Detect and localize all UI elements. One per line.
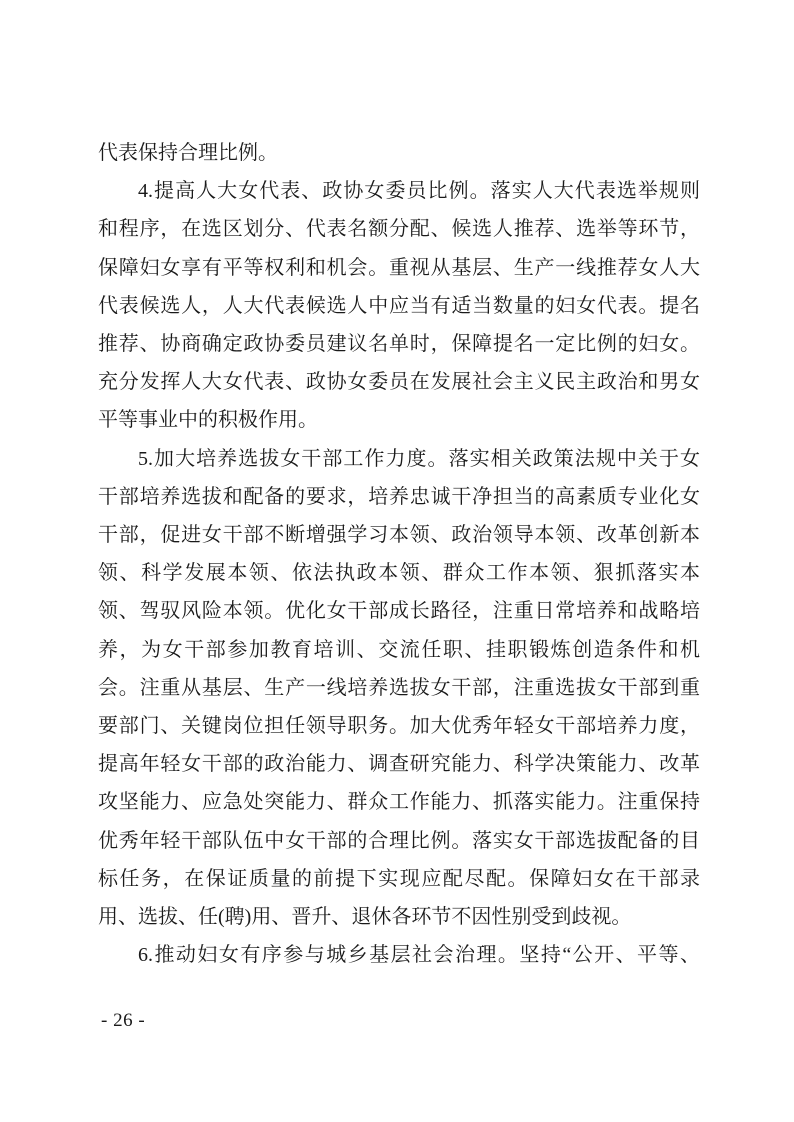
body-text-line: 5.加大培养选拔女干部工作力度。落实相关政策法规中关于女 bbox=[138, 447, 700, 470]
body-text-line: 领、科学发展本领、依法执政本领、群众工作本领、狠抓落实本 bbox=[98, 562, 700, 585]
body-text-line: 平等事业中的积极作用。 bbox=[98, 409, 318, 432]
body-text-line: 干部培养选拔和配备的要求，培养忠诚干净担当的高素质专业化女 bbox=[98, 485, 700, 508]
page-number: - 26 - bbox=[101, 1010, 146, 1031]
document-body bbox=[98, 134, 700, 974]
body-text-line: 充分发挥人大女代表、政协女委员在发展社会主义民主政治和男女 bbox=[98, 371, 700, 394]
body-text-line: 养，为女干部参加教育培训、交流任职、挂职锻炼创造条件和机 bbox=[98, 638, 700, 661]
body-text-line: 会。注重从基层、生产一线培养选拔女干部，注重选拔女干部到重 bbox=[98, 676, 700, 699]
body-text-line: 提高年轻女干部的政治能力、调查研究能力、科学决策能力、改革 bbox=[98, 753, 700, 776]
body-text-line: 标任务，在保证质量的前提下实现应配尽配。保障妇女在干部录 bbox=[98, 867, 700, 890]
body-text-line: 攻坚能力、应急处突能力、群众工作能力、抓落实能力。注重保持 bbox=[98, 791, 700, 814]
body-text-line: 用、选拔、任(聘)用、晋升、退休各环节不因性别受到歧视。 bbox=[98, 906, 632, 929]
body-text-line: 代表保持合理比例。 bbox=[98, 142, 278, 164]
body-text-line: 领、驾驭风险本领。优化女干部成长路径，注重日常培养和战略培 bbox=[98, 600, 700, 623]
body-text-line: 4.提高人大女代表、政协女委员比例。落实人大代表选举规则 bbox=[138, 180, 700, 203]
body-text-line: 代表候选人，人大代表候选人中应当有适当数量的妇女代表。提名 bbox=[98, 294, 700, 317]
body-text-line: 6.推动妇女有序参与城乡基层社会治理。坚持“公开、平等、 bbox=[138, 944, 700, 967]
body-text-line: 优秀年轻干部队伍中女干部的合理比例。落实女干部选拔配备的目 bbox=[98, 829, 700, 852]
body-text-line: 干部，促进女干部不断增强学习本领、政治领导本领、改革创新本 bbox=[98, 524, 700, 547]
body-text-line: 要部门、关键岗位担任领导职务。加大优秀年轻女干部培养力度， bbox=[98, 715, 700, 738]
body-text-line: 保障妇女享有平等权利和机会。重视从基层、生产一线推荐女人大 bbox=[98, 256, 700, 279]
body-text-line: 和程序，在选区划分、代表名额分配、候选人推荐、选举等环节， bbox=[98, 218, 700, 241]
body-text-line: 推荐、协商确定政协委员建议名单时，保障提名一定比例的妇女。 bbox=[98, 333, 700, 356]
